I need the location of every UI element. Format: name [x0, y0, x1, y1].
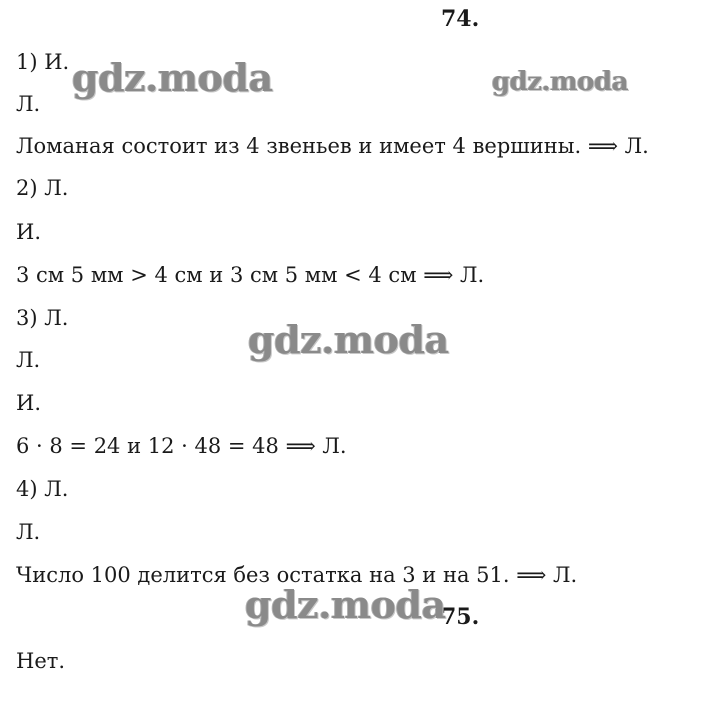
- task-74-number: 74.: [441, 6, 480, 32]
- watermark-logo: gdz.moda: [245, 582, 446, 627]
- answer-line-13: Число 100 делится без остатка на 3 и на 51. ⟹ Л.: [16, 563, 578, 587]
- answer-line-1: 1) И.: [16, 50, 70, 74]
- answer-line-8: Л.: [16, 348, 41, 372]
- answer-line-3: Ломаная состоит из 4 звеньев и имеет 4 вершины. ⟹ Л.: [16, 134, 649, 158]
- answer-line-5: И.: [16, 220, 41, 244]
- answer-line-12: Л.: [16, 520, 41, 544]
- answer-line-9: И.: [16, 391, 41, 415]
- answer-line-11: 4) Л.: [16, 477, 69, 501]
- watermark-logo: gdz.moda: [492, 67, 629, 97]
- answer-line-6: 3 см 5 мм > 4 см и 3 см 5 мм < 4 см ⟹ Л.: [16, 263, 485, 287]
- task-75-answer: Нет.: [16, 649, 66, 673]
- answer-line-10: 6 · 8 = 24 и 12 · 48 = 48 ⟹ Л.: [16, 434, 347, 458]
- answer-line-2: Л.: [16, 92, 41, 116]
- answer-line-4: 2) Л.: [16, 176, 69, 200]
- answer-line-7: 3) Л.: [16, 306, 69, 330]
- watermark-logo: gdz.moda: [72, 55, 273, 100]
- task-75-number: 75.: [441, 604, 480, 630]
- watermark-logo: gdz.moda: [248, 317, 449, 362]
